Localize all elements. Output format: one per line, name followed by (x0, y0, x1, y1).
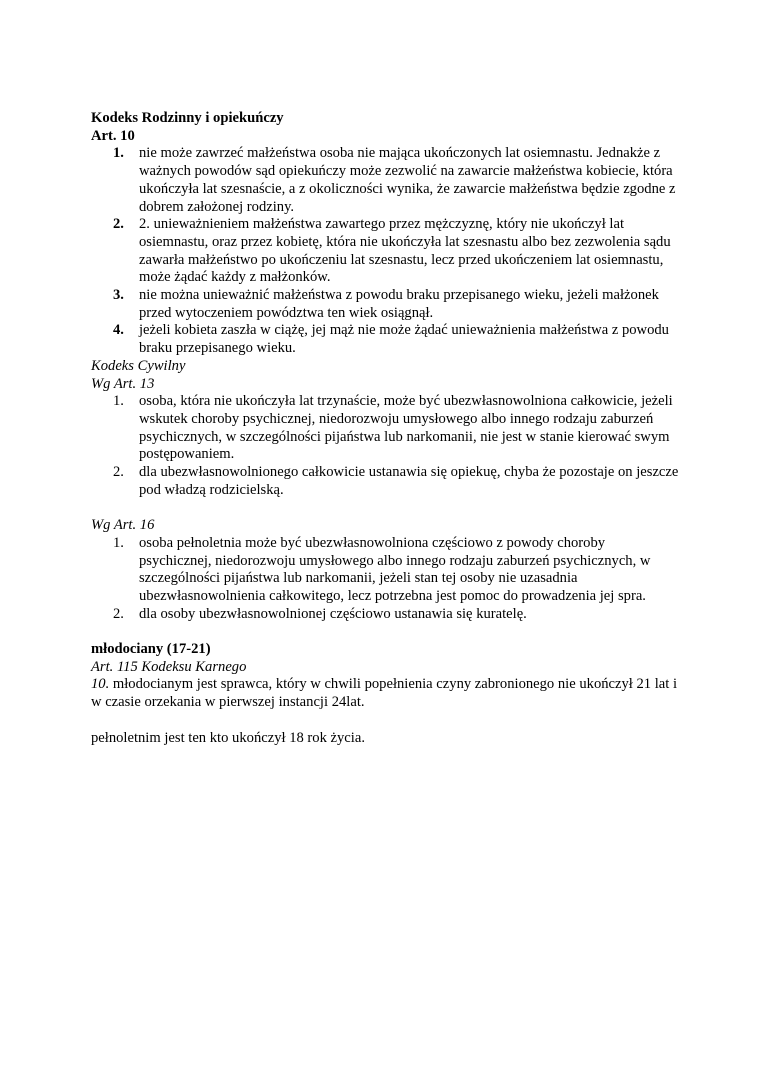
item-text: nie można unieważnić małżeństwa z powodu braku przepisanego wieku, jeżeli małżonek przed wytoczeniem powództwa ten wiek osiągnął. (139, 287, 659, 321)
item-number: 3. (113, 287, 124, 304)
paragraph-number: 10. (91, 676, 110, 693)
section1-article: Art. 10 (91, 127, 135, 144)
list-item (91, 287, 681, 322)
item-number: 2. (113, 464, 124, 481)
list-item (91, 393, 681, 464)
item-number: 1. (113, 145, 124, 162)
item-number: 1. (113, 393, 124, 410)
document-page (91, 110, 681, 747)
item-text: jeżeli kobieta zaszła w ciążę, jej mąż nie może żądać unieważnienia małżeństwa z powodu braku przepisanego wieku. (139, 322, 669, 357)
item-text: dla ubezwłasnowolnionego całkowicie ustanawia się opiekuę, chyba że pozostaje on jeszcze pod władzą rodzicielską. (139, 464, 679, 498)
section4-article: Art. 115 Kodeksu Karnego (91, 658, 247, 675)
section3-list (91, 535, 681, 624)
item-number: 1. (113, 534, 124, 551)
list-item (91, 535, 681, 606)
section4-title: młodociany (17-21) (91, 641, 211, 658)
item-text: nie może zawrzeć małżeństwa osoba nie mająca ukończonych lat osiemnastu. Jednakże z ważnych powodów sąd opiekuńczy może zezwolić na zawarcie małżeństwa kobiecie, która ukończyła lat szesnaście, a z okoliczności wynika, że zawarcie małżeństwa będzie zgodne z dobrem założonej rodziny. (139, 145, 676, 215)
spacer (91, 499, 681, 517)
list-item (91, 606, 681, 624)
list-item (91, 322, 681, 357)
item-number: 2. (113, 605, 124, 622)
section4-paragraph (91, 676, 681, 711)
item-text: dla osoby ubezwłasnowolnionej częściowo ustanawia się kuratelę. (139, 605, 527, 622)
section1-title: Kodeks Rodzinny i opiekuńczy (91, 110, 284, 126)
item-number: 4. (113, 322, 124, 339)
list-item (91, 464, 681, 499)
paragraph-text: młodocianym jest sprawca, który w chwili popełnienia czyny zabronionego nie ukończył 21 lat i w czasie orzekania w pierwszej instancji 24lat. (91, 676, 678, 711)
item-text: osoba, która nie ukończyła lat trzynaście, może być ubezwłasnowolniona całkowicie, jeżeli wskutek choroby psychicznej, niedorozwoju umysłowego albo innego rodzaju zaburzeń psychicznych, w szczególności pijaństwa lub narkomanii, nie jest w stanie kierować swym postępowaniem. (139, 393, 673, 463)
section2-article: Wg Art. 13 (91, 375, 155, 392)
closing-line: pełnoletnim jest ten kto ukończył 18 rok życia. (91, 729, 365, 746)
item-text: 2. unieważnieniem małżeństwa zawartego przez mężczyznę, który nie ukończył lat osiemnastu, oraz przez kobietę, która nie ukończyła lat szesnastu albo bez zezwolenia sądu zawarła małżeństwo po ukończeniu lat szesnastu, lecz przed ukończeniem lat osiemnastu, może żądać każdy z małżonków. (139, 216, 671, 286)
list-item (91, 145, 681, 216)
item-text: osoba pełnoletnia może być ubezwłasnowolniona częściowo z powody choroby psychicznej, niedorozwoju umysłowego albo innego rodzaju zaburzeń psychicznych, w szczególności pijaństwa lub narkomanii, jeżeli stan tej osoby nie uzasadnia ubezwłasnowolnienia całkowitego, lecz potrzebna jest pomoc do prowadzenia jej spra. (139, 534, 651, 604)
spacer (91, 623, 681, 641)
spacer (91, 712, 681, 730)
list-item (91, 216, 681, 287)
section1-list (91, 145, 681, 357)
section2-title: Kodeks Cywilny (91, 357, 186, 374)
section2-list (91, 393, 681, 499)
item-number: 2. (113, 216, 124, 233)
section3-article: Wg Art. 16 (91, 517, 155, 534)
